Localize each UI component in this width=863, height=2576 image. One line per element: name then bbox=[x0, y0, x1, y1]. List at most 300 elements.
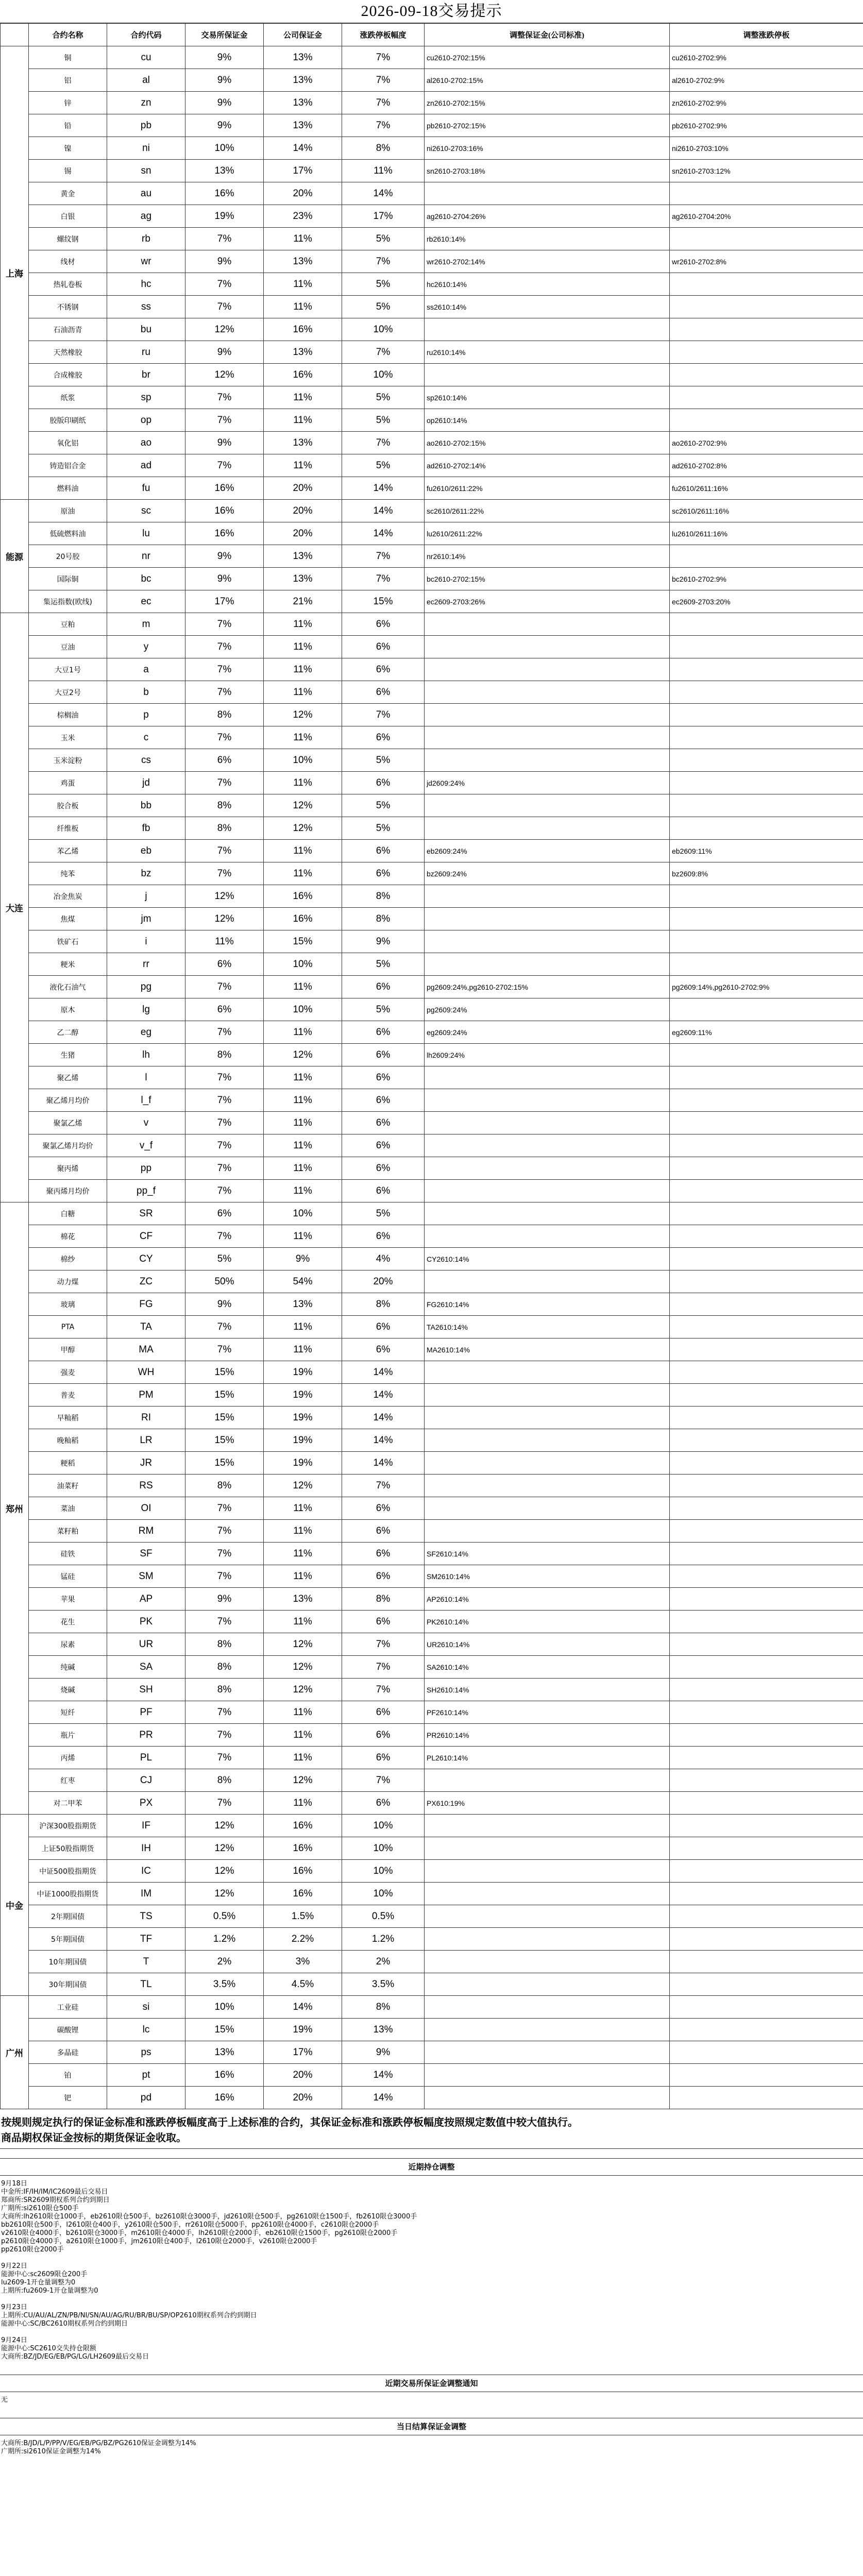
company-margin-cell: 16% bbox=[264, 885, 342, 908]
company-margin-cell: 13% bbox=[264, 250, 342, 273]
price-limit-cell: 6% bbox=[342, 976, 425, 998]
table-row bbox=[1, 681, 863, 704]
price-limit-cell: 9% bbox=[342, 930, 425, 953]
table-row bbox=[1, 160, 863, 182]
adjusted-margin-cell bbox=[425, 636, 670, 658]
contract-name-cell: 苯乙烯 bbox=[29, 840, 107, 862]
adjusted-margin-cell: bz2609:24% bbox=[425, 862, 670, 885]
table-header-row bbox=[1, 24, 863, 46]
contract-name-cell: 棉纱 bbox=[29, 1248, 107, 1270]
adjusted-margin-cell: SH2610:14% bbox=[425, 1679, 670, 1701]
price-limit-cell: 8% bbox=[342, 1996, 425, 2019]
adjusted-limit-cell bbox=[670, 409, 863, 432]
exchange-margin-cell: 7% bbox=[185, 1747, 264, 1769]
exchange-margin-cell: 12% bbox=[185, 908, 264, 930]
contract-code-cell: bz bbox=[107, 862, 185, 885]
contract-name-cell: 中证1000股指期货 bbox=[29, 1883, 107, 1905]
contract-code-cell: bb bbox=[107, 794, 185, 817]
exchange-margin-cell: 8% bbox=[185, 1044, 264, 1066]
price-limit-cell: 9% bbox=[342, 2041, 425, 2064]
margin-table bbox=[0, 23, 863, 2109]
table-row bbox=[1, 137, 863, 160]
contract-code-cell: SF bbox=[107, 1543, 185, 1565]
table-row bbox=[1, 1338, 863, 1361]
adjusted-margin-cell bbox=[425, 794, 670, 817]
exchange-margin-cell: 8% bbox=[185, 1656, 264, 1679]
exchange-margin-cell: 16% bbox=[185, 522, 264, 545]
contract-code-cell: bc bbox=[107, 568, 185, 590]
company-margin-cell: 11% bbox=[264, 681, 342, 704]
contract-name-cell: 中证500股指期货 bbox=[29, 1860, 107, 1883]
company-margin-cell: 11% bbox=[264, 228, 342, 250]
adjusted-limit-cell bbox=[670, 2064, 863, 2087]
contract-name-cell: 动力煤 bbox=[29, 1270, 107, 1293]
price-limit-cell: 6% bbox=[342, 840, 425, 862]
exchange-margin-cell: 15% bbox=[185, 1429, 264, 1452]
company-margin-cell: 12% bbox=[264, 1679, 342, 1701]
price-limit-cell: 6% bbox=[342, 1747, 425, 1769]
adjusted-margin-cell bbox=[425, 1837, 670, 1860]
adjusted-margin-cell bbox=[425, 953, 670, 976]
price-limit-cell: 6% bbox=[342, 1520, 425, 1543]
price-limit-cell: 17% bbox=[342, 205, 425, 228]
contract-name-cell: 棉花 bbox=[29, 1225, 107, 1248]
adjusted-margin-cell: UR2610:14% bbox=[425, 1633, 670, 1656]
price-limit-cell: 2% bbox=[342, 1951, 425, 1973]
contract-code-cell: l bbox=[107, 1066, 185, 1089]
adjusted-limit-cell bbox=[670, 1520, 863, 1543]
adjusted-margin-cell bbox=[425, 1475, 670, 1497]
price-limit-cell: 6% bbox=[342, 726, 425, 749]
price-limit-cell: 5% bbox=[342, 817, 425, 840]
adjusted-limit-cell bbox=[670, 386, 863, 409]
exchange-margin-cell: 8% bbox=[185, 1633, 264, 1656]
adjusted-limit-cell bbox=[670, 726, 863, 749]
adjusted-limit-cell bbox=[670, 318, 863, 341]
contract-name-cell: 热轧卷板 bbox=[29, 273, 107, 296]
company-margin-cell: 16% bbox=[264, 1860, 342, 1883]
contract-name-cell: 20号胶 bbox=[29, 545, 107, 568]
table-row bbox=[1, 1361, 863, 1384]
exchange-margin-cell: 3.5% bbox=[185, 1973, 264, 1996]
price-limit-cell: 14% bbox=[342, 1452, 425, 1475]
position-adjust-body: 9月18日 中金所:IF/IH/IM/IC2609最后交易日 郑商所:SR2609期权系列合约到期日 广期所:si2610限仓500手 大商所:lh2610限仓1000手，eb2610限仓500手，bz2610限仓3000手，jd2610限仓500手，pg2610限仓1500手，fb2610限仓3000手 bb2610限仓500手，l2610限仓400手，y2610限仓500手，rr2610限仓5000手，pp2610限仓4000手，c2610限仓2000手 v2610限仓4000手，b2610限仓3000手，m2610限仓4000手，lh2610限仓2000手，eb2610限仓1500手，pg2610限仓2000手 p2610限仓4000手，a2610限仓1000手，jm2610限仓400手，l2610限仓2000手，v2610限仓2000手 pp2610限仓2000手 9月22日 能源中心:sc2609限仓200手 lu2609-1开仓量调整为0 上期所:fu2609-1开仓量调整为0 9月23日 上期所:CU/AU/AL/ZN/PB/NI/SN/AU/AG/RU/BR/BU/SP/OP2610期权系列合约到期日 能源中心:SC/BC2610期权系列合约到期日 9月24日 能源中心:SC2610交失持仓限额 大商所:BZ/JD/EG/EB/PG/LG/LH2609最后交易日 bbox=[1, 2180, 417, 2361]
adjusted-limit-cell bbox=[670, 1905, 863, 1928]
company-margin-cell: 13% bbox=[264, 46, 342, 69]
company-margin-cell: 12% bbox=[264, 1769, 342, 1792]
price-limit-cell: 5% bbox=[342, 454, 425, 477]
company-margin-cell: 12% bbox=[264, 1656, 342, 1679]
adjusted-limit-cell: ao2610-2702:9% bbox=[670, 432, 863, 454]
contract-code-cell: pd bbox=[107, 2087, 185, 2109]
adjusted-margin-cell bbox=[425, 182, 670, 205]
adjusted-limit-cell bbox=[670, 1996, 863, 2019]
adjusted-limit-cell: ec2609-2703:20% bbox=[670, 590, 863, 613]
table-row bbox=[1, 658, 863, 681]
table-row bbox=[1, 1543, 863, 1565]
adjusted-limit-cell: sn2610-2703:12% bbox=[670, 160, 863, 182]
company-margin-cell: 19% bbox=[264, 1406, 342, 1429]
price-limit-cell: 14% bbox=[342, 522, 425, 545]
adjusted-margin-cell: SF2610:14% bbox=[425, 1543, 670, 1565]
price-limit-cell: 6% bbox=[342, 636, 425, 658]
exchange-margin-cell: 9% bbox=[185, 568, 264, 590]
company-margin-cell: 12% bbox=[264, 1044, 342, 1066]
contract-name-cell: 纯碱 bbox=[29, 1656, 107, 1679]
contract-name-cell: 合成橡胶 bbox=[29, 364, 107, 386]
header-adjusted-limit: 调整涨跌停板 bbox=[670, 24, 863, 46]
adjusted-limit-cell bbox=[670, 1429, 863, 1452]
company-margin-cell: 19% bbox=[264, 2019, 342, 2041]
contract-code-cell: ad bbox=[107, 454, 185, 477]
exchange-margin-cell: 12% bbox=[185, 318, 264, 341]
table-row bbox=[1, 409, 863, 432]
company-margin-cell: 10% bbox=[264, 749, 342, 772]
adjusted-margin-cell: ss2610:14% bbox=[425, 296, 670, 318]
price-limit-cell: 14% bbox=[342, 1429, 425, 1452]
adjusted-margin-cell bbox=[425, 1951, 670, 1973]
exchange-margin-cell: 9% bbox=[185, 1588, 264, 1611]
adjusted-margin-cell bbox=[425, 1996, 670, 2019]
contract-code-cell: ag bbox=[107, 205, 185, 228]
price-limit-cell: 1.2% bbox=[342, 1928, 425, 1951]
adjusted-limit-cell bbox=[670, 658, 863, 681]
contract-code-cell: ps bbox=[107, 2041, 185, 2064]
price-limit-cell: 6% bbox=[342, 1066, 425, 1089]
adjusted-limit-cell bbox=[670, 1769, 863, 1792]
contract-code-cell: PM bbox=[107, 1384, 185, 1406]
contract-code-cell: MA bbox=[107, 1338, 185, 1361]
contract-code-cell: LR bbox=[107, 1429, 185, 1452]
company-margin-cell: 1.5% bbox=[264, 1905, 342, 1928]
exchange-margin-cell: 8% bbox=[185, 817, 264, 840]
adjusted-limit-cell bbox=[670, 1338, 863, 1361]
adjusted-margin-cell bbox=[425, 1270, 670, 1293]
company-margin-cell: 11% bbox=[264, 726, 342, 749]
company-margin-cell: 11% bbox=[264, 658, 342, 681]
table-row bbox=[1, 1837, 863, 1860]
adjusted-limit-cell bbox=[670, 1565, 863, 1588]
adjusted-limit-cell bbox=[670, 1157, 863, 1180]
contract-code-cell: IC bbox=[107, 1860, 185, 1883]
contract-name-cell: 早籼稻 bbox=[29, 1406, 107, 1429]
adjusted-limit-cell bbox=[670, 1860, 863, 1883]
contract-code-cell: eg bbox=[107, 1021, 185, 1044]
table-row bbox=[1, 2019, 863, 2041]
contract-name-cell: 聚氯乙烯 bbox=[29, 1112, 107, 1134]
price-limit-cell: 6% bbox=[342, 1497, 425, 1520]
contract-code-cell: op bbox=[107, 409, 185, 432]
price-limit-cell: 7% bbox=[342, 432, 425, 454]
adjusted-margin-cell bbox=[425, 1520, 670, 1543]
company-margin-cell: 13% bbox=[264, 1293, 342, 1316]
exchange-margin-cell: 7% bbox=[185, 613, 264, 636]
price-limit-cell: 14% bbox=[342, 1384, 425, 1406]
company-margin-cell: 10% bbox=[264, 1202, 342, 1225]
company-margin-cell: 13% bbox=[264, 114, 342, 137]
table-row bbox=[1, 296, 863, 318]
adjusted-margin-cell bbox=[425, 1180, 670, 1202]
price-limit-cell: 6% bbox=[342, 658, 425, 681]
price-limit-cell: 7% bbox=[342, 1633, 425, 1656]
contract-name-cell: 铅 bbox=[29, 114, 107, 137]
adjusted-margin-cell: sn2610-2703:18% bbox=[425, 160, 670, 182]
table-row bbox=[1, 1905, 863, 1928]
contract-code-cell: JR bbox=[107, 1452, 185, 1475]
price-limit-cell: 10% bbox=[342, 364, 425, 386]
table-row bbox=[1, 1928, 863, 1951]
adjusted-margin-cell bbox=[425, 726, 670, 749]
company-margin-cell: 21% bbox=[264, 590, 342, 613]
company-margin-cell: 11% bbox=[264, 1520, 342, 1543]
company-margin-cell: 10% bbox=[264, 998, 342, 1021]
exchange-margin-cell: 12% bbox=[185, 1883, 264, 1905]
exchange-margin-cell: 7% bbox=[185, 1543, 264, 1565]
exchange-margin-cell: 9% bbox=[185, 69, 264, 92]
contract-name-cell: 沪深300股指期货 bbox=[29, 1815, 107, 1837]
contract-code-cell: bu bbox=[107, 318, 185, 341]
exchange-margin-cell: 16% bbox=[185, 182, 264, 205]
contract-code-cell: lc bbox=[107, 2019, 185, 2041]
table-row bbox=[1, 1973, 863, 1996]
exchange-margin-cell: 7% bbox=[185, 772, 264, 794]
company-margin-cell: 11% bbox=[264, 1497, 342, 1520]
price-limit-cell: 7% bbox=[342, 46, 425, 69]
contract-name-cell: 短纤 bbox=[29, 1701, 107, 1724]
table-row bbox=[1, 976, 863, 998]
margin-notice-body: 无 bbox=[1, 2396, 8, 2404]
price-limit-cell: 6% bbox=[342, 613, 425, 636]
table-row bbox=[1, 2064, 863, 2087]
adjusted-limit-cell bbox=[670, 1270, 863, 1293]
contract-code-cell: lh bbox=[107, 1044, 185, 1066]
company-margin-cell: 11% bbox=[264, 772, 342, 794]
header-contract-name: 合约名称 bbox=[29, 24, 107, 46]
table-row bbox=[1, 908, 863, 930]
contract-name-cell: 聚丙烯月均价 bbox=[29, 1180, 107, 1202]
contract-code-cell: pp bbox=[107, 1157, 185, 1180]
contract-name-cell: 聚氯乙烯月均价 bbox=[29, 1134, 107, 1157]
contract-name-cell: 生猪 bbox=[29, 1044, 107, 1066]
adjusted-margin-cell: PX610:19% bbox=[425, 1792, 670, 1815]
contract-code-cell: cu bbox=[107, 46, 185, 69]
company-margin-cell: 13% bbox=[264, 432, 342, 454]
contract-name-cell: 钯 bbox=[29, 2087, 107, 2109]
contract-name-cell: 液化石油气 bbox=[29, 976, 107, 998]
adjusted-margin-cell: op2610:14% bbox=[425, 409, 670, 432]
adjusted-margin-cell bbox=[425, 1928, 670, 1951]
adjusted-margin-cell bbox=[425, 930, 670, 953]
contract-name-cell: 铁矿石 bbox=[29, 930, 107, 953]
company-margin-cell: 13% bbox=[264, 545, 342, 568]
table-row bbox=[1, 840, 863, 862]
contract-code-cell: ao bbox=[107, 432, 185, 454]
adjusted-limit-cell bbox=[670, 1837, 863, 1860]
adjusted-limit-cell: bz2609:8% bbox=[670, 862, 863, 885]
contract-code-cell: jm bbox=[107, 908, 185, 930]
notice-line: 按规则规定执行的保证金标准和涨跌停板幅度高于上述标准的合约，其保证金标准和涨跌停板幅度按照规定数值中较大值执行。 bbox=[1, 2116, 578, 2128]
adjusted-margin-cell: al2610-2702:15% bbox=[425, 69, 670, 92]
contract-code-cell: ru bbox=[107, 341, 185, 364]
exchange-margin-cell: 7% bbox=[185, 1724, 264, 1747]
company-margin-cell: 19% bbox=[264, 1384, 342, 1406]
price-limit-cell: 15% bbox=[342, 590, 425, 613]
adjusted-margin-cell: ru2610:14% bbox=[425, 341, 670, 364]
price-limit-cell: 6% bbox=[342, 1792, 425, 1815]
price-limit-cell: 6% bbox=[342, 1180, 425, 1202]
price-limit-cell: 0.5% bbox=[342, 1905, 425, 1928]
price-limit-cell: 10% bbox=[342, 1815, 425, 1837]
company-margin-cell: 11% bbox=[264, 636, 342, 658]
contract-code-cell: j bbox=[107, 885, 185, 908]
contract-code-cell: pg bbox=[107, 976, 185, 998]
exchange-label: 上海 bbox=[1, 46, 29, 500]
adjusted-margin-cell bbox=[425, 908, 670, 930]
adjusted-limit-cell bbox=[670, 1202, 863, 1225]
contract-code-cell: fb bbox=[107, 817, 185, 840]
contract-name-cell: 丙烯 bbox=[29, 1747, 107, 1769]
price-limit-cell: 7% bbox=[342, 341, 425, 364]
contract-name-cell: 花生 bbox=[29, 1611, 107, 1633]
contract-code-cell: SM bbox=[107, 1565, 185, 1588]
contract-code-cell: v bbox=[107, 1112, 185, 1134]
exchange-margin-cell: 16% bbox=[185, 477, 264, 500]
table-row bbox=[1, 46, 863, 69]
contract-code-cell: SA bbox=[107, 1656, 185, 1679]
table-row bbox=[1, 590, 863, 613]
contract-code-cell: v_f bbox=[107, 1134, 185, 1157]
adjusted-limit-cell bbox=[670, 1883, 863, 1905]
adjusted-limit-cell bbox=[670, 2041, 863, 2064]
company-margin-cell: 11% bbox=[264, 1134, 342, 1157]
contract-name-cell: 晚籼稻 bbox=[29, 1429, 107, 1452]
contract-name-cell: 纤维板 bbox=[29, 817, 107, 840]
contract-name-cell: 硅铁 bbox=[29, 1543, 107, 1565]
contract-code-cell: hc bbox=[107, 273, 185, 296]
adjusted-margin-cell: lu2610/2611:22% bbox=[425, 522, 670, 545]
contract-code-cell: AP bbox=[107, 1588, 185, 1611]
price-limit-cell: 14% bbox=[342, 1361, 425, 1384]
company-margin-cell: 11% bbox=[264, 386, 342, 409]
company-margin-cell: 19% bbox=[264, 1361, 342, 1384]
company-margin-cell: 12% bbox=[264, 817, 342, 840]
contract-name-cell: PTA bbox=[29, 1316, 107, 1338]
adjusted-margin-cell bbox=[425, 2019, 670, 2041]
contract-code-cell: PK bbox=[107, 1611, 185, 1633]
exchange-margin-cell: 15% bbox=[185, 2019, 264, 2041]
adjusted-limit-cell bbox=[670, 1044, 863, 1066]
contract-code-cell: PL bbox=[107, 1747, 185, 1769]
contract-code-cell: RM bbox=[107, 1520, 185, 1543]
adjusted-margin-cell: CY2610:14% bbox=[425, 1248, 670, 1270]
adjusted-limit-cell bbox=[670, 613, 863, 636]
exchange-margin-cell: 7% bbox=[185, 1316, 264, 1338]
adjusted-margin-cell: pg2609:24%,pg2610-2702:15% bbox=[425, 976, 670, 998]
company-margin-cell: 16% bbox=[264, 1815, 342, 1837]
company-margin-cell: 16% bbox=[264, 1883, 342, 1905]
contract-name-cell: 聚丙烯 bbox=[29, 1157, 107, 1180]
price-limit-cell: 6% bbox=[342, 1543, 425, 1565]
contract-code-cell: WH bbox=[107, 1361, 185, 1384]
contract-code-cell: fu bbox=[107, 477, 185, 500]
table-row bbox=[1, 1792, 863, 1815]
company-margin-cell: 11% bbox=[264, 1112, 342, 1134]
table-row bbox=[1, 341, 863, 364]
contract-code-cell: OI bbox=[107, 1497, 185, 1520]
adjusted-limit-cell: eb2609:11% bbox=[670, 840, 863, 862]
company-margin-cell: 11% bbox=[264, 1225, 342, 1248]
contract-code-cell: sn bbox=[107, 160, 185, 182]
adjusted-margin-cell bbox=[425, 1497, 670, 1520]
exchange-margin-cell: 7% bbox=[185, 681, 264, 704]
price-limit-cell: 10% bbox=[342, 318, 425, 341]
adjusted-limit-cell bbox=[670, 1928, 863, 1951]
adjusted-limit-cell bbox=[670, 1611, 863, 1633]
contract-code-cell: UR bbox=[107, 1633, 185, 1656]
contract-code-cell: CJ bbox=[107, 1769, 185, 1792]
contract-code-cell: pt bbox=[107, 2064, 185, 2087]
table-row bbox=[1, 817, 863, 840]
adjusted-limit-cell: pg2609:14%,pg2610-2702:9% bbox=[670, 976, 863, 998]
contract-name-cell: 玉米 bbox=[29, 726, 107, 749]
contract-name-cell: 瓶片 bbox=[29, 1724, 107, 1747]
exchange-margin-cell: 15% bbox=[185, 1384, 264, 1406]
table-row bbox=[1, 1180, 863, 1202]
table-row bbox=[1, 1270, 863, 1293]
adjusted-limit-cell bbox=[670, 296, 863, 318]
adjusted-limit-cell bbox=[670, 1089, 863, 1112]
adjusted-margin-cell: wr2610-2702:14% bbox=[425, 250, 670, 273]
settlement-adjust-body: 大商所:B/JD/L/P/PP/V/EG/EB/PG/BZ/PG2610保证金调整为14% 广期所:si2610保证金调整为14% bbox=[1, 2439, 196, 2455]
company-margin-cell: 11% bbox=[264, 976, 342, 998]
contract-code-cell: pp_f bbox=[107, 1180, 185, 1202]
company-margin-cell: 11% bbox=[264, 613, 342, 636]
table-row bbox=[1, 1406, 863, 1429]
adjusted-margin-cell bbox=[425, 1883, 670, 1905]
adjusted-limit-cell bbox=[670, 1180, 863, 1202]
adjusted-margin-cell: cu2610-2702:15% bbox=[425, 46, 670, 69]
company-margin-cell: 20% bbox=[264, 522, 342, 545]
adjusted-limit-cell bbox=[670, 1361, 863, 1384]
exchange-label: 郑州 bbox=[1, 1202, 29, 1815]
adjusted-limit-cell bbox=[670, 1724, 863, 1747]
table-row bbox=[1, 1633, 863, 1656]
table-row bbox=[1, 1316, 863, 1338]
adjusted-limit-cell bbox=[670, 1815, 863, 1837]
exchange-margin-cell: 8% bbox=[185, 704, 264, 726]
price-limit-cell: 10% bbox=[342, 1883, 425, 1905]
table-row bbox=[1, 953, 863, 976]
contract-code-cell: FG bbox=[107, 1293, 185, 1316]
exchange-margin-cell: 50% bbox=[185, 1270, 264, 1293]
company-margin-cell: 16% bbox=[264, 908, 342, 930]
exchange-margin-cell: 15% bbox=[185, 1406, 264, 1429]
adjusted-limit-cell bbox=[670, 1792, 863, 1815]
adjusted-limit-cell: pb2610-2702:9% bbox=[670, 114, 863, 137]
contract-code-cell: i bbox=[107, 930, 185, 953]
company-margin-cell: 20% bbox=[264, 2087, 342, 2109]
exchange-margin-cell: 9% bbox=[185, 114, 264, 137]
contract-name-cell: 白银 bbox=[29, 205, 107, 228]
contract-name-cell: 上证50股指期货 bbox=[29, 1837, 107, 1860]
adjusted-margin-cell bbox=[425, 1406, 670, 1429]
company-margin-cell: 20% bbox=[264, 477, 342, 500]
contract-name-cell: 燃料油 bbox=[29, 477, 107, 500]
adjusted-limit-cell bbox=[670, 1656, 863, 1679]
company-margin-cell: 11% bbox=[264, 273, 342, 296]
table-row bbox=[1, 998, 863, 1021]
contract-code-cell: wr bbox=[107, 250, 185, 273]
